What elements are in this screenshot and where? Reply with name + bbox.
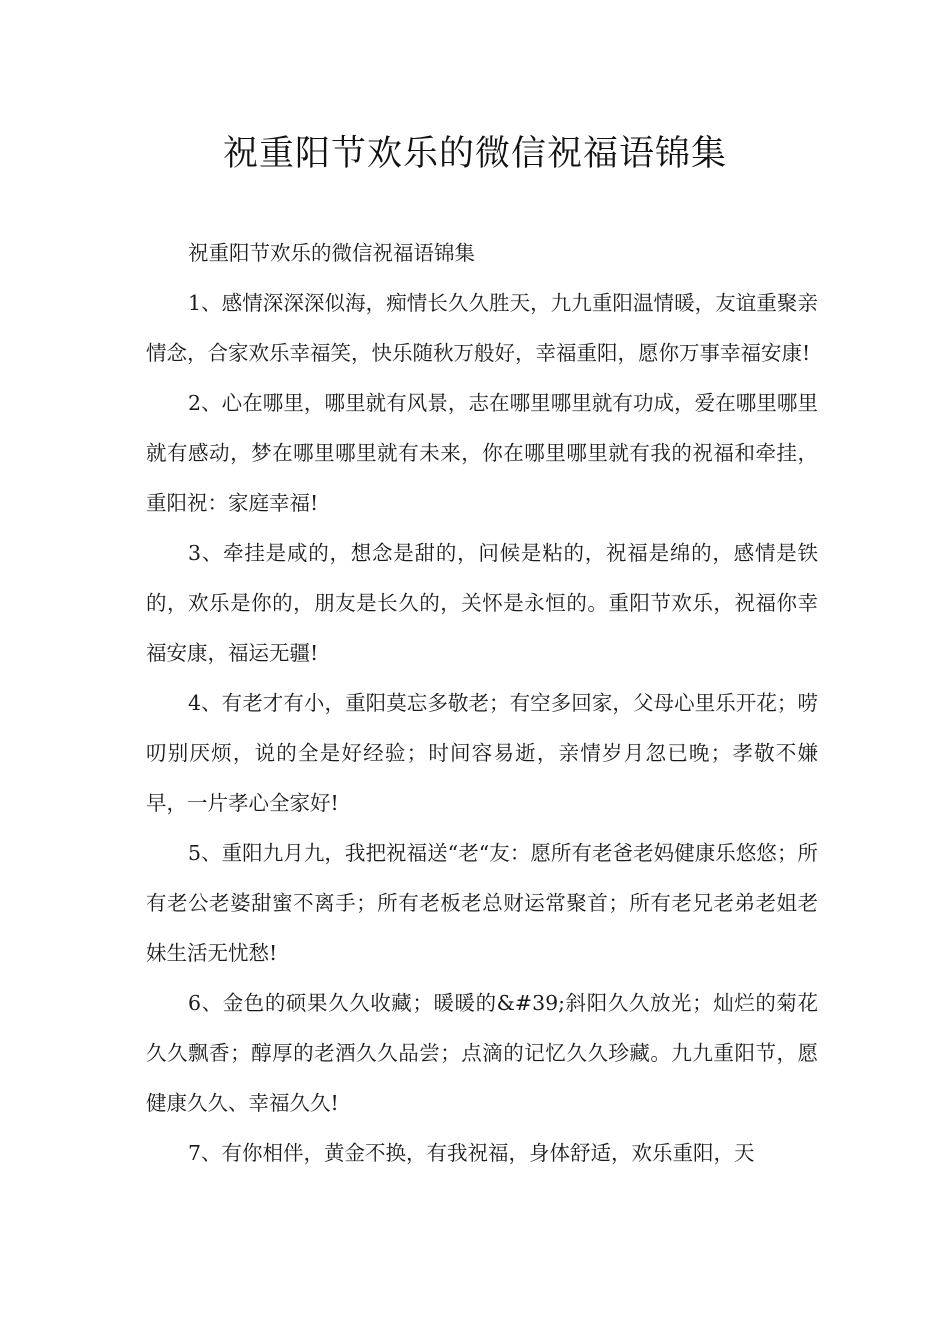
paragraph-6: 6、金色的硕果久久收藏；暖暖的&#39;斜阳久久放光；灿烂的菊花久久飘香；醇厚的老酒久久品尝；点滴的记忆久久珍藏。九九重阳节，愿健康久久、幸福久久! <box>146 991 818 1115</box>
paragraph-2: 2、心在哪里，哪里就有风景，志在哪里哪里就有功成，爱在哪里哪里就有感动，梦在哪里哪里就有未来，你在哪里哪里就有我的祝福和牵挂，重阳祝：家庭幸福! <box>146 391 818 515</box>
paragraph-4: 4、有老才有小，重阳莫忘多敬老；有空多回家，父母心里乐开花；唠叨别厌烦，说的全是好经验；时间容易逝，亲情岁月忽已晚；孝敬不嫌早，一片孝心全家好! <box>146 691 818 815</box>
paragraph-1: 1、感情深深深似海，痴情长久久胜天，九九重阳温情暖，友谊重聚亲情念，合家欢乐幸福笑，快乐随秋万般好，幸福重阳，愿你万事幸福安康! <box>146 291 818 365</box>
document-subtitle: 祝重阳节欢乐的微信祝福语锦集 <box>188 241 475 265</box>
paragraph-5: 5、重阳九月九，我把祝福送“老“友：愿所有老爸老妈健康乐悠悠；所有老公老婆甜蜜不离手；所有老板老总财运常聚首；所有老兄老弟老姐老妹生活无忧愁! <box>146 841 818 965</box>
document-body <box>146 228 818 1178</box>
document-title: 祝重阳节欢乐的微信祝福语锦集 <box>222 134 727 174</box>
paragraph-7: 7、有你相伴，黄金不换，有我祝福，身体舒适，欢乐重阳，天 <box>188 1141 755 1165</box>
paragraph-3: 3、牵挂是咸的，想念是甜的，问候是粘的，祝福是绵的，感情是铁的，欢乐是你的，朋友是长久的，关怀是永恒的。重阳节欢乐，祝福你幸福安康，福运无疆! <box>146 541 818 665</box>
